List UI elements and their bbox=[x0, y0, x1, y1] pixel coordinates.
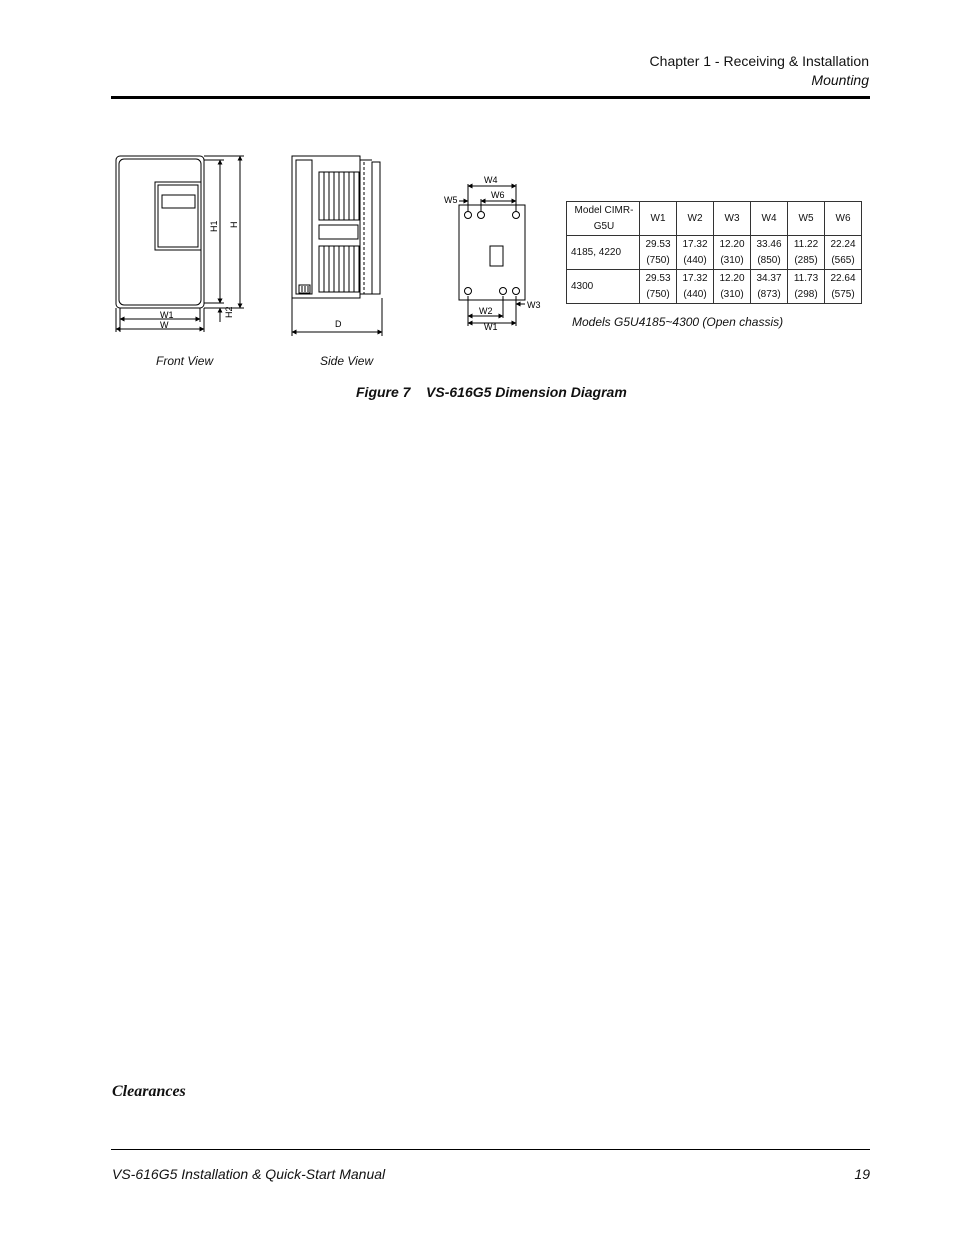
chassis-w3-label: W3 bbox=[527, 300, 541, 310]
side-view-drawing bbox=[292, 156, 382, 336]
table-cell-model: 4185, 4220 bbox=[567, 236, 640, 270]
table-cell: 22.64 (575) bbox=[825, 270, 862, 304]
chassis-w6-label: W6 bbox=[491, 190, 505, 200]
table-cell: 34.37 (873) bbox=[751, 270, 788, 304]
figure-number: Figure 7 bbox=[356, 384, 411, 400]
front-view-drawing bbox=[116, 156, 244, 332]
table-cell: 17.32 (440) bbox=[677, 270, 714, 304]
table-cell: 17.32 (440) bbox=[677, 236, 714, 270]
chassis-w2-label: W2 bbox=[479, 306, 493, 316]
table-cell: 22.24 (565) bbox=[825, 236, 862, 270]
chassis-w1-label: W1 bbox=[484, 322, 498, 332]
front-h1-label: H1 bbox=[209, 220, 219, 232]
page-number: 19 bbox=[854, 1166, 870, 1182]
table-header-cell: W3 bbox=[714, 202, 751, 236]
front-w1-label: W1 bbox=[160, 310, 174, 320]
table-header-cell: W5 bbox=[788, 202, 825, 236]
figure-caption bbox=[356, 384, 627, 400]
table-header-cell: W4 bbox=[751, 202, 788, 236]
table-cell: 29.53 (750) bbox=[640, 270, 677, 304]
table-cell: 11.73 (298) bbox=[788, 270, 825, 304]
table-cell: 29.53 (750) bbox=[640, 236, 677, 270]
table-note: Models G5U4185~4300 (Open chassis) bbox=[572, 315, 784, 329]
footer-rule bbox=[111, 1149, 870, 1150]
front-w-label: W bbox=[160, 320, 169, 330]
clearances-heading: Clearances bbox=[112, 1083, 186, 1100]
table-header-cell: W2 bbox=[677, 202, 714, 236]
figure-title: VS-616G5 Dimension Diagram bbox=[426, 384, 627, 400]
chassis-w4-label: W4 bbox=[484, 175, 498, 185]
side-d-label: D bbox=[335, 319, 342, 329]
table-cell: 12.20 (310) bbox=[714, 236, 751, 270]
table-cell-model: 4300 bbox=[567, 270, 640, 304]
table-header-cell: W1 bbox=[640, 202, 677, 236]
table-cell: 11.22 (285) bbox=[788, 236, 825, 270]
front-view-label: Front View bbox=[156, 354, 214, 368]
table-cell: 33.46 (850) bbox=[751, 236, 788, 270]
section-title: Mounting bbox=[811, 72, 869, 88]
dimension-table bbox=[566, 201, 862, 304]
table-row bbox=[567, 236, 862, 270]
chapter-title: Chapter 1 - Receiving & Installation bbox=[649, 53, 869, 69]
table-row bbox=[567, 270, 862, 304]
side-view-label: Side View bbox=[320, 354, 374, 368]
table-header-row bbox=[567, 202, 862, 236]
table-header-cell: W6 bbox=[825, 202, 862, 236]
chassis-w5-label: W5 bbox=[444, 195, 458, 205]
table-cell: 12.20 (310) bbox=[714, 270, 751, 304]
front-h2-label: H2 bbox=[224, 306, 234, 318]
front-h-label: H bbox=[229, 221, 239, 228]
chassis-view-drawing bbox=[459, 184, 525, 326]
dimension-diagram bbox=[0, 0, 954, 380]
table-header-cell: Model CIMR-G5U bbox=[567, 202, 640, 236]
footer-manual-title: VS-616G5 Installation & Quick-Start Manual bbox=[112, 1166, 386, 1182]
